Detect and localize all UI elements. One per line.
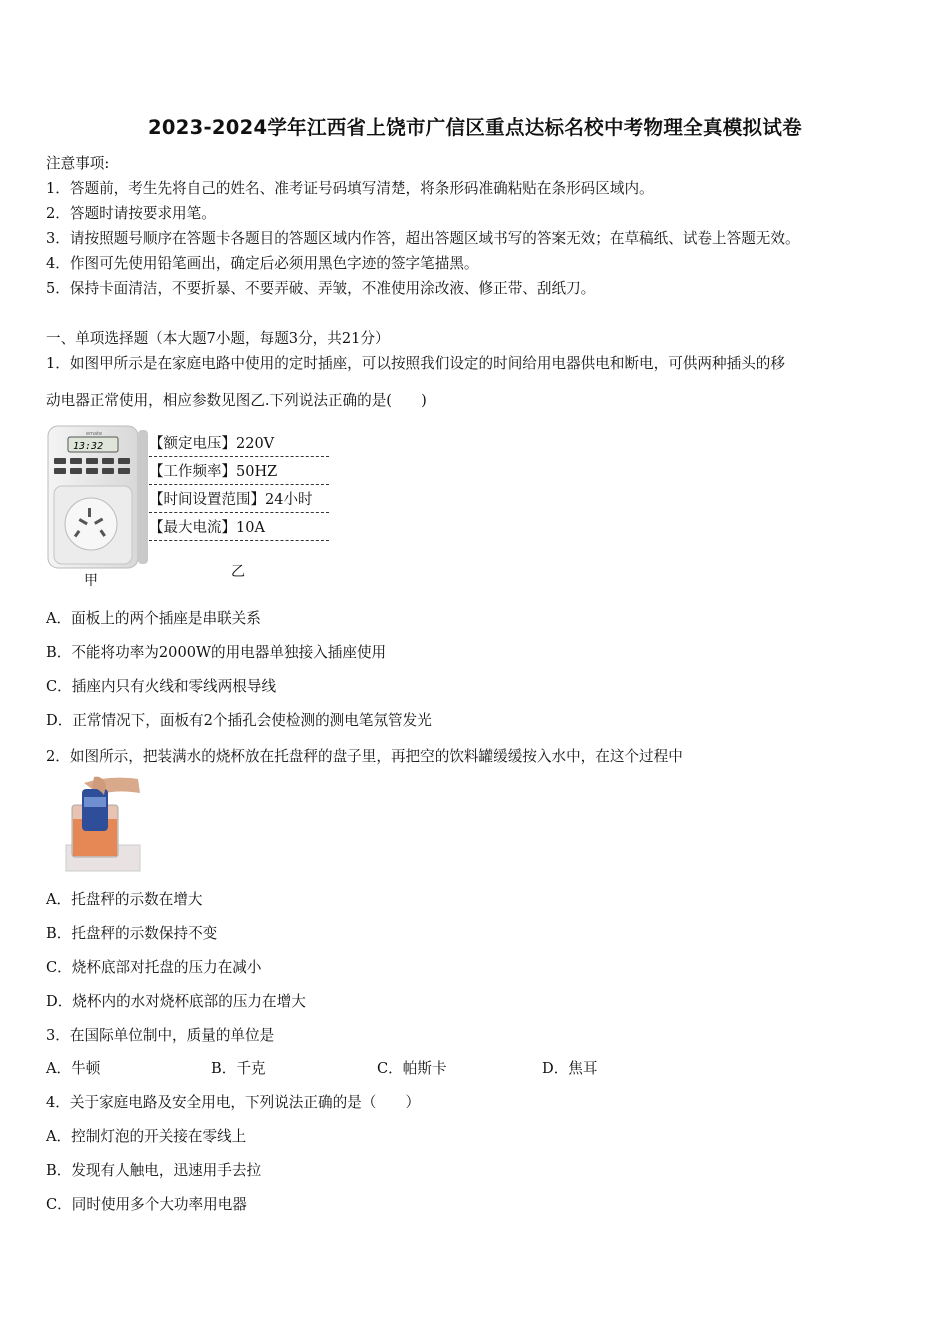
- question-2-stem: 2．如图所示，把装满水的烧杯放在托盘秤的盘子里，再把空的饮料罐缓缓按入水中，在这个过程中: [46, 748, 683, 765]
- question-4-stem: 4．关于家庭电路及安全用电，下列说法正确的是（ ）: [46, 1094, 421, 1111]
- section-heading: 一、单项选择题（本大题7小题，每题3分，共21分）: [46, 330, 390, 347]
- option: A．牛顿: [46, 1060, 101, 1077]
- notice-item: 4．作图可先使用铅笔画出，确定后必须用黑色字迹的签字笔描黑。: [46, 255, 479, 272]
- notice-item: 3．请按照题号顺序在答题卡各题目的答题区域内作答，超出答题区域书写的答案无效；在草稿纸、试卷上答题无效。: [46, 230, 800, 247]
- option: A．托盘秤的示数在增大: [46, 891, 203, 908]
- notice-item: 2．答题时请按要求用笔。: [46, 205, 216, 222]
- spec-voltage: 【额定电压】220V: [149, 432, 329, 457]
- figure-label-a: 甲: [84, 573, 98, 589]
- beaker-illustration: [54, 775, 142, 875]
- option: C．同时使用多个大功率用电器: [46, 1196, 247, 1213]
- question-1-stem-cont: 动电器正常使用，相应参数见图乙.下列说法正确的是( ): [46, 392, 427, 409]
- option: D．正常情况下，面板有2个插孔会使检测的测电笔氖管发光: [46, 712, 432, 729]
- option: B．千克: [211, 1060, 266, 1077]
- page-title: 2023-2024学年江西省上饶市广信区重点达标名校中考物理全真模拟试卷: [148, 116, 802, 139]
- brand-text: emate: [86, 431, 103, 437]
- question-3-stem: 3．在国际单位制中，质量的单位是: [46, 1027, 275, 1044]
- timer-socket-figure: [46, 424, 336, 592]
- option: D．烧杯内的水对烧杯底部的压力在增大: [46, 993, 306, 1010]
- option: D．焦耳: [542, 1060, 598, 1077]
- beaker-figure: [54, 775, 142, 875]
- notice-item: 1．答题前，考生先将自己的姓名、准考证号码填写清楚，将条形码准确粘贴在条形码区域内。: [46, 180, 654, 197]
- option: B．发现有人触电，迅速用手去拉: [46, 1162, 262, 1179]
- option: C．插座内只有火线和零线两根导线: [46, 678, 277, 695]
- option: A．控制灯泡的开关接在零线上: [46, 1128, 247, 1145]
- option: A．面板上的两个插座是串联关系: [46, 610, 261, 627]
- spec-max-current: 【最大电流】10A: [149, 516, 329, 541]
- option: C．烧杯底部对托盘的压力在减小: [46, 959, 262, 976]
- timer-socket-illustration: [46, 424, 150, 574]
- option: B．不能将功率为2000W的用电器单独接入插座使用: [46, 644, 387, 661]
- figure-label-b: 乙: [231, 564, 245, 580]
- spec-time-range: 【时间设置范围】24小时: [149, 488, 329, 513]
- spec-frequency: 【工作频率】50HZ: [149, 460, 329, 485]
- option: B．托盘秤的示数保持不变: [46, 925, 218, 942]
- option: C．帕斯卡: [377, 1060, 447, 1077]
- notice-heading: 注意事项:: [46, 155, 110, 172]
- display-text: 13:32: [73, 441, 104, 452]
- notice-item: 5．保持卡面清洁，不要折暴、不要弄破、弄皱，不准使用涂改液、修正带、刮纸刀。: [46, 280, 596, 297]
- question-1-stem: 1．如图甲所示是在家庭电路中使用的定时插座，可以按照我们设定的时间给用电器供电和断电，可供两种插头的移: [46, 355, 785, 372]
